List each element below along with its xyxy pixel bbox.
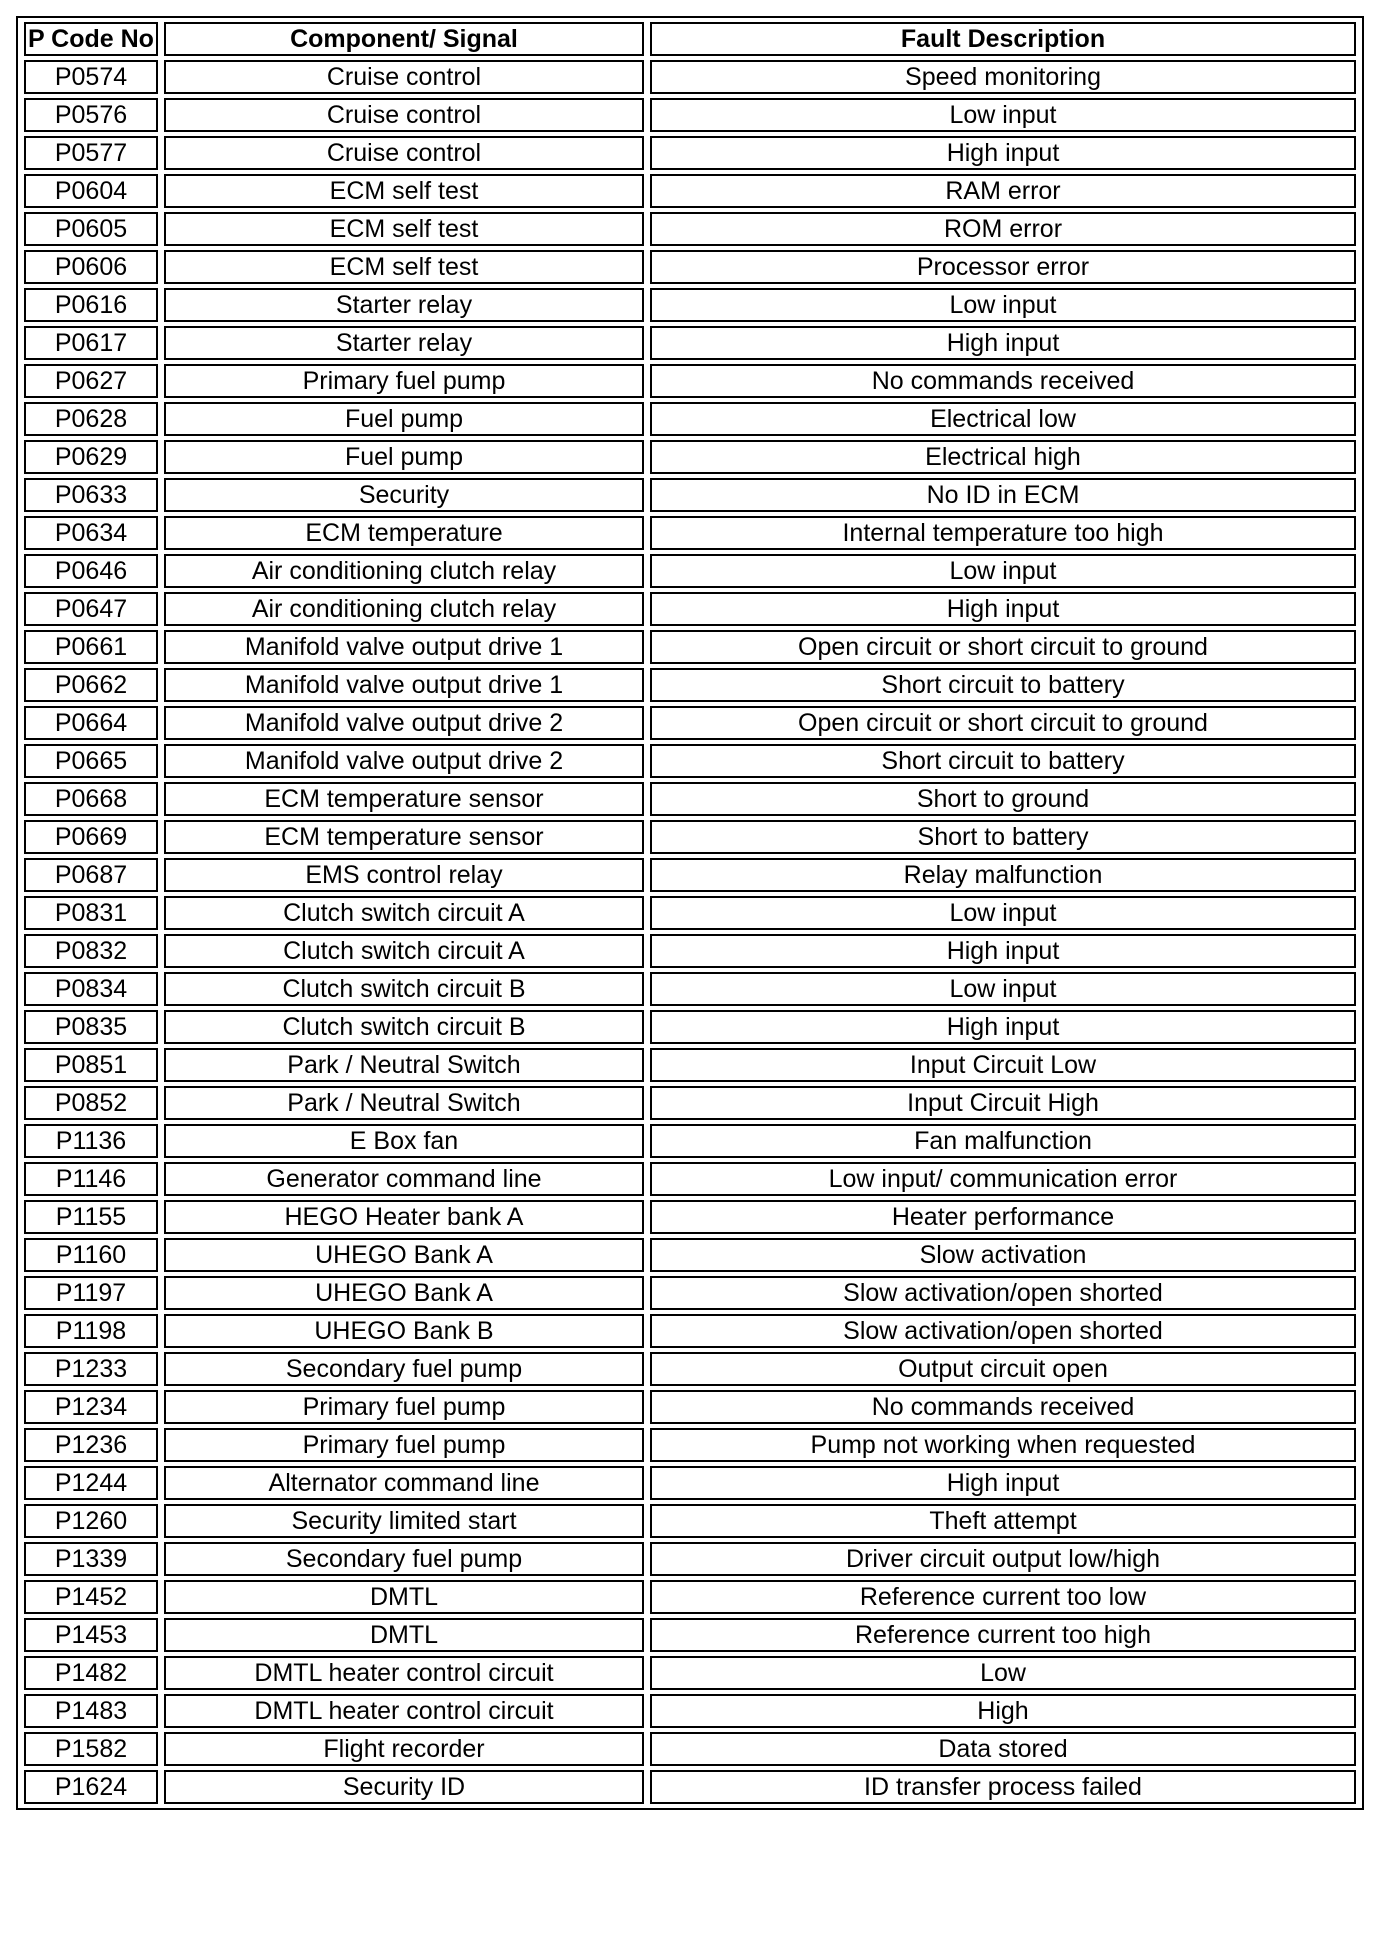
table-row <box>24 1162 1356 1196</box>
fault-description-cell: ROM error <box>650 212 1356 246</box>
p-code-cell: P1198 <box>24 1314 158 1348</box>
p-code-cell: P0574 <box>24 60 158 94</box>
fault-description-cell: Low input <box>650 98 1356 132</box>
table-row <box>24 1428 1356 1462</box>
table-row <box>24 326 1356 360</box>
component-signal-cell: Clutch switch circuit B <box>164 1010 644 1044</box>
fault-description-cell: No commands received <box>650 364 1356 398</box>
p-code-cell: P1155 <box>24 1200 158 1234</box>
header-component-signal: Component/ Signal <box>164 22 644 56</box>
table-row <box>24 440 1356 474</box>
table-row <box>24 820 1356 854</box>
table-row <box>24 1656 1356 1690</box>
fault-description-cell: Output circuit open <box>650 1352 1356 1386</box>
component-signal-cell: ECM temperature <box>164 516 644 550</box>
p-code-cell: P0835 <box>24 1010 158 1044</box>
component-signal-cell: Starter relay <box>164 288 644 322</box>
p-code-cell: P1483 <box>24 1694 158 1728</box>
fault-description-cell: Internal temperature too high <box>650 516 1356 550</box>
fault-code-table <box>18 18 1362 1808</box>
fault-description-cell: High input <box>650 934 1356 968</box>
p-code-cell: P1233 <box>24 1352 158 1386</box>
component-signal-cell: Manifold valve output drive 1 <box>164 630 644 664</box>
component-signal-cell: Secondary fuel pump <box>164 1542 644 1576</box>
fault-description-cell: Slow activation <box>650 1238 1356 1272</box>
table-row <box>24 706 1356 740</box>
table-row <box>24 858 1356 892</box>
table-row <box>24 212 1356 246</box>
fault-description-cell: Short to battery <box>650 820 1356 854</box>
fault-description-cell: Relay malfunction <box>650 858 1356 892</box>
p-code-cell: P0665 <box>24 744 158 778</box>
p-code-cell: P0664 <box>24 706 158 740</box>
fault-description-cell: Electrical low <box>650 402 1356 436</box>
table-row <box>24 934 1356 968</box>
fault-description-cell: Data stored <box>650 1732 1356 1766</box>
p-code-cell: P0687 <box>24 858 158 892</box>
table-row <box>24 60 1356 94</box>
fault-description-cell: High input <box>650 592 1356 626</box>
component-signal-cell: Security limited start <box>164 1504 644 1538</box>
component-signal-cell: Manifold valve output drive 1 <box>164 668 644 702</box>
table-row <box>24 1276 1356 1310</box>
p-code-cell: P0669 <box>24 820 158 854</box>
p-code-cell: P1160 <box>24 1238 158 1272</box>
table-row <box>24 744 1356 778</box>
component-signal-cell: Clutch switch circuit B <box>164 972 644 1006</box>
p-code-cell: P0576 <box>24 98 158 132</box>
fault-description-cell: Driver circuit output low/high <box>650 1542 1356 1576</box>
component-signal-cell: Starter relay <box>164 326 644 360</box>
p-code-cell: P1482 <box>24 1656 158 1690</box>
fault-description-cell: Short to ground <box>650 782 1356 816</box>
fault-description-cell: Low input <box>650 972 1356 1006</box>
p-code-cell: P0616 <box>24 288 158 322</box>
table-row <box>24 1504 1356 1538</box>
fault-description-cell: High input <box>650 136 1356 170</box>
p-code-cell: P0647 <box>24 592 158 626</box>
component-signal-cell: UHEGO Bank A <box>164 1238 644 1272</box>
table-row <box>24 554 1356 588</box>
component-signal-cell: Primary fuel pump <box>164 364 644 398</box>
table-row <box>24 1010 1356 1044</box>
p-code-cell: P1197 <box>24 1276 158 1310</box>
fault-description-cell: High input <box>650 1466 1356 1500</box>
fault-description-cell: Reference current too low <box>650 1580 1356 1614</box>
table-row <box>24 1732 1356 1766</box>
p-code-cell: P0668 <box>24 782 158 816</box>
fault-description-cell: Theft attempt <box>650 1504 1356 1538</box>
p-code-cell: P1624 <box>24 1770 158 1804</box>
component-signal-cell: DMTL heater control circuit <box>164 1694 644 1728</box>
table-row <box>24 364 1356 398</box>
fault-description-cell: High input <box>650 326 1356 360</box>
table-row <box>24 478 1356 512</box>
component-signal-cell: Air conditioning clutch relay <box>164 592 644 626</box>
table-row <box>24 1390 1356 1424</box>
table-row <box>24 592 1356 626</box>
p-code-cell: P0577 <box>24 136 158 170</box>
p-code-cell: P0629 <box>24 440 158 474</box>
component-signal-cell: Generator command line <box>164 1162 644 1196</box>
p-code-cell: P0834 <box>24 972 158 1006</box>
table-row <box>24 1048 1356 1082</box>
p-code-cell: P1236 <box>24 1428 158 1462</box>
p-code-cell: P0661 <box>24 630 158 664</box>
fault-description-cell: Short circuit to battery <box>650 668 1356 702</box>
p-code-cell: P0832 <box>24 934 158 968</box>
component-signal-cell: Fuel pump <box>164 440 644 474</box>
component-signal-cell: HEGO Heater bank A <box>164 1200 644 1234</box>
table-row <box>24 668 1356 702</box>
component-signal-cell: Manifold valve output drive 2 <box>164 706 644 740</box>
component-signal-cell: Manifold valve output drive 2 <box>164 744 644 778</box>
component-signal-cell: Secondary fuel pump <box>164 1352 644 1386</box>
component-signal-cell: Security ID <box>164 1770 644 1804</box>
component-signal-cell: Primary fuel pump <box>164 1390 644 1424</box>
p-code-cell: P0633 <box>24 478 158 512</box>
table-header <box>24 22 1356 56</box>
p-code-cell: P1582 <box>24 1732 158 1766</box>
component-signal-cell: Clutch switch circuit A <box>164 934 644 968</box>
component-signal-cell: EMS control relay <box>164 858 644 892</box>
table-row <box>24 1770 1356 1804</box>
fault-description-cell: Low input <box>650 896 1356 930</box>
p-code-cell: P0662 <box>24 668 158 702</box>
fault-description-cell: Open circuit or short circuit to ground <box>650 630 1356 664</box>
table-row <box>24 1238 1356 1272</box>
p-code-cell: P0617 <box>24 326 158 360</box>
table-row <box>24 1200 1356 1234</box>
component-signal-cell: ECM temperature sensor <box>164 820 644 854</box>
component-signal-cell: DMTL heater control circuit <box>164 1656 644 1690</box>
table-row <box>24 1086 1356 1120</box>
component-signal-cell: Alternator command line <box>164 1466 644 1500</box>
fault-description-cell: Speed monitoring <box>650 60 1356 94</box>
p-code-cell: P0852 <box>24 1086 158 1120</box>
component-signal-cell: Air conditioning clutch relay <box>164 554 644 588</box>
fault-description-cell: RAM error <box>650 174 1356 208</box>
p-code-cell: P0627 <box>24 364 158 398</box>
component-signal-cell: DMTL <box>164 1618 644 1652</box>
table-row <box>24 250 1356 284</box>
header-fault-description: Fault Description <box>650 22 1356 56</box>
component-signal-cell: Park / Neutral Switch <box>164 1086 644 1120</box>
component-signal-cell: E Box fan <box>164 1124 644 1158</box>
table-row <box>24 288 1356 322</box>
fault-description-cell: Processor error <box>650 250 1356 284</box>
component-signal-cell: ECM self test <box>164 174 644 208</box>
table-body <box>24 60 1356 1804</box>
table-row <box>24 1466 1356 1500</box>
component-signal-cell: Primary fuel pump <box>164 1428 644 1462</box>
component-signal-cell: Cruise control <box>164 136 644 170</box>
component-signal-cell: Fuel pump <box>164 402 644 436</box>
fault-description-cell: Slow activation/open shorted <box>650 1314 1356 1348</box>
fault-description-cell: Open circuit or short circuit to ground <box>650 706 1356 740</box>
fault-description-cell: Fan malfunction <box>650 1124 1356 1158</box>
component-signal-cell: ECM self test <box>164 250 644 284</box>
component-signal-cell: Cruise control <box>164 98 644 132</box>
table-row <box>24 136 1356 170</box>
fault-description-cell: Low input <box>650 554 1356 588</box>
fault-description-cell: Low <box>650 1656 1356 1690</box>
table-row <box>24 972 1356 1006</box>
p-code-cell: P0605 <box>24 212 158 246</box>
table-row <box>24 1314 1356 1348</box>
fault-description-cell: Electrical high <box>650 440 1356 474</box>
fault-description-cell: High <box>650 1694 1356 1728</box>
p-code-cell: P0604 <box>24 174 158 208</box>
p-code-cell: P0831 <box>24 896 158 930</box>
component-signal-cell: Cruise control <box>164 60 644 94</box>
table-row <box>24 1542 1356 1576</box>
p-code-cell: P0851 <box>24 1048 158 1082</box>
table-row <box>24 782 1356 816</box>
fault-description-cell: Pump not working when requested <box>650 1428 1356 1462</box>
p-code-cell: P1339 <box>24 1542 158 1576</box>
header-p-code: P Code No <box>24 22 158 56</box>
component-signal-cell: Clutch switch circuit A <box>164 896 644 930</box>
p-code-cell: P1453 <box>24 1618 158 1652</box>
component-signal-cell: Flight recorder <box>164 1732 644 1766</box>
table-row <box>24 1124 1356 1158</box>
table-row <box>24 1618 1356 1652</box>
p-code-cell: P1234 <box>24 1390 158 1424</box>
p-code-cell: P0606 <box>24 250 158 284</box>
table-row <box>24 516 1356 550</box>
fault-description-cell: Short circuit to battery <box>650 744 1356 778</box>
header-row <box>24 22 1356 56</box>
fault-description-cell: ID transfer process failed <box>650 1770 1356 1804</box>
component-signal-cell: ECM self test <box>164 212 644 246</box>
table-row <box>24 896 1356 930</box>
p-code-cell: P1136 <box>24 1124 158 1158</box>
table-row <box>24 402 1356 436</box>
fault-description-cell: Reference current too high <box>650 1618 1356 1652</box>
p-code-cell: P0646 <box>24 554 158 588</box>
fault-description-cell: Slow activation/open shorted <box>650 1276 1356 1310</box>
fault-description-cell: No ID in ECM <box>650 478 1356 512</box>
component-signal-cell: ECM temperature sensor <box>164 782 644 816</box>
fault-code-table-frame <box>16 16 1364 1810</box>
table-row <box>24 174 1356 208</box>
component-signal-cell: DMTL <box>164 1580 644 1614</box>
table-row <box>24 98 1356 132</box>
table-row <box>24 630 1356 664</box>
table-row <box>24 1694 1356 1728</box>
p-code-cell: P1244 <box>24 1466 158 1500</box>
fault-description-cell: Low input/ communication error <box>650 1162 1356 1196</box>
p-code-cell: P0634 <box>24 516 158 550</box>
component-signal-cell: Park / Neutral Switch <box>164 1048 644 1082</box>
p-code-cell: P1452 <box>24 1580 158 1614</box>
p-code-cell: P1260 <box>24 1504 158 1538</box>
component-signal-cell: Security <box>164 478 644 512</box>
p-code-cell: P1146 <box>24 1162 158 1196</box>
fault-description-cell: Input Circuit High <box>650 1086 1356 1120</box>
p-code-cell: P0628 <box>24 402 158 436</box>
fault-description-cell: High input <box>650 1010 1356 1044</box>
fault-description-cell: No commands received <box>650 1390 1356 1424</box>
fault-description-cell: Input Circuit Low <box>650 1048 1356 1082</box>
fault-description-cell: Heater performance <box>650 1200 1356 1234</box>
component-signal-cell: UHEGO Bank A <box>164 1276 644 1310</box>
fault-description-cell: Low input <box>650 288 1356 322</box>
table-row <box>24 1352 1356 1386</box>
table-row <box>24 1580 1356 1614</box>
component-signal-cell: UHEGO Bank B <box>164 1314 644 1348</box>
